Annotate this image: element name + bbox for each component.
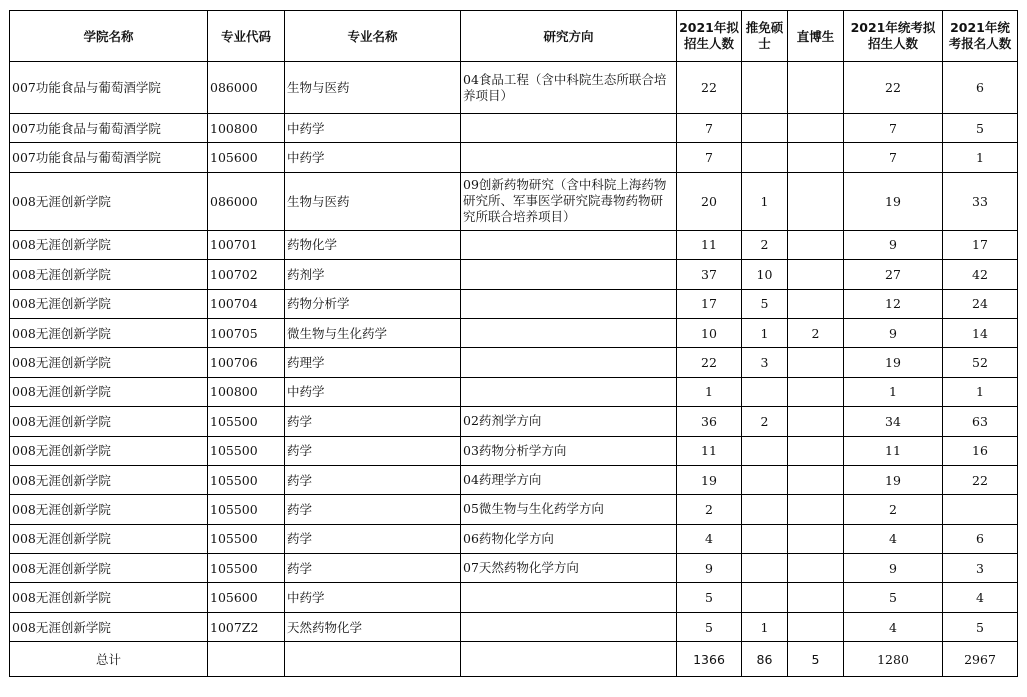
cell-plan: 2 (677, 495, 742, 524)
cell-direct-phd (788, 114, 844, 143)
cell-college: 008无涯创新学院 (10, 260, 208, 289)
cell-direction (461, 260, 677, 289)
cell-major: 生物与医药 (285, 62, 461, 114)
cell-college: 008无涯创新学院 (10, 612, 208, 641)
cell-applicants: 33 (943, 172, 1018, 230)
total-applicants: 2967 (943, 642, 1018, 677)
total-empty-cell (461, 642, 677, 677)
cell-applicants: 5 (943, 612, 1018, 641)
cell-college: 008无涯创新学院 (10, 407, 208, 436)
cell-college: 008无涯创新学院 (10, 172, 208, 230)
cell-applicants: 14 (943, 318, 1018, 347)
cell-exempt (742, 495, 788, 524)
cell-exempt (742, 465, 788, 494)
cell-plan: 11 (677, 230, 742, 259)
cell-exam-plan: 11 (844, 436, 943, 465)
header-applicants: 2021年统考报名人数 (943, 11, 1018, 62)
table-row (10, 143, 1018, 172)
cell-exam-plan: 19 (844, 348, 943, 377)
cell-exam-plan: 22 (844, 62, 943, 114)
cell-college: 008无涯创新学院 (10, 436, 208, 465)
cell-exam-plan: 34 (844, 407, 943, 436)
cell-plan: 5 (677, 612, 742, 641)
cell-direction (461, 377, 677, 406)
cell-direct-phd (788, 407, 844, 436)
cell-code: 100705 (208, 318, 285, 347)
cell-direction: 04食品工程（含中科院生态所联合培养项目） (461, 62, 677, 114)
cell-applicants: 42 (943, 260, 1018, 289)
cell-college: 008无涯创新学院 (10, 554, 208, 583)
table-row (10, 495, 1018, 524)
cell-exempt: 1 (742, 612, 788, 641)
cell-exempt: 10 (742, 260, 788, 289)
cell-exam-plan: 9 (844, 554, 943, 583)
header-plan: 2021年拟招生人数 (677, 11, 742, 62)
cell-exempt (742, 554, 788, 583)
table-row (10, 465, 1018, 494)
cell-code: 105500 (208, 465, 285, 494)
cell-exam-plan: 19 (844, 465, 943, 494)
cell-exempt: 1 (742, 318, 788, 347)
cell-exempt: 5 (742, 289, 788, 318)
cell-direct-phd (788, 554, 844, 583)
table-row (10, 612, 1018, 641)
cell-college: 008无涯创新学院 (10, 348, 208, 377)
cell-direction: 06药物化学方向 (461, 524, 677, 553)
cell-plan: 9 (677, 554, 742, 583)
cell-plan: 7 (677, 114, 742, 143)
cell-major: 药物化学 (285, 230, 461, 259)
cell-direction (461, 143, 677, 172)
cell-direct-phd (788, 260, 844, 289)
cell-college: 008无涯创新学院 (10, 583, 208, 612)
cell-major: 药学 (285, 495, 461, 524)
cell-direction: 09创新药物研究（含中科院上海药物研究所、军事医学研究院毒物药物研究所联合培养项目） (461, 172, 677, 230)
table-row (10, 348, 1018, 377)
cell-plan: 37 (677, 260, 742, 289)
cell-code: 105500 (208, 407, 285, 436)
cell-exam-plan: 7 (844, 143, 943, 172)
table-row (10, 407, 1018, 436)
cell-direct-phd (788, 524, 844, 553)
table-row (10, 289, 1018, 318)
cell-major: 中药学 (285, 143, 461, 172)
cell-applicants: 4 (943, 583, 1018, 612)
cell-applicants: 63 (943, 407, 1018, 436)
table-body (10, 62, 1018, 642)
cell-exempt: 2 (742, 230, 788, 259)
header-exam-plan: 2021年统考拟招生人数 (844, 11, 943, 62)
cell-applicants: 1 (943, 377, 1018, 406)
cell-code: 100706 (208, 348, 285, 377)
cell-direction: 02药剂学方向 (461, 407, 677, 436)
cell-major: 药剂学 (285, 260, 461, 289)
cell-code: 1007Z2 (208, 612, 285, 641)
cell-college: 008无涯创新学院 (10, 495, 208, 524)
cell-plan: 1 (677, 377, 742, 406)
cell-applicants: 5 (943, 114, 1018, 143)
table-row (10, 377, 1018, 406)
cell-exam-plan: 9 (844, 318, 943, 347)
cell-direction: 05微生物与生化药学方向 (461, 495, 677, 524)
table-row (10, 524, 1018, 553)
cell-exam-plan: 27 (844, 260, 943, 289)
cell-major: 天然药物化学 (285, 612, 461, 641)
cell-direct-phd (788, 612, 844, 641)
cell-exempt (742, 62, 788, 114)
cell-applicants: 24 (943, 289, 1018, 318)
cell-code: 100704 (208, 289, 285, 318)
cell-code: 100702 (208, 260, 285, 289)
cell-direction: 07天然药物化学方向 (461, 554, 677, 583)
cell-direct-phd (788, 465, 844, 494)
table-row (10, 62, 1018, 114)
cell-exempt (742, 377, 788, 406)
cell-major: 药学 (285, 524, 461, 553)
header-row (10, 11, 1018, 62)
cell-applicants: 17 (943, 230, 1018, 259)
cell-applicants: 6 (943, 524, 1018, 553)
cell-direct-phd (788, 289, 844, 318)
cell-direction: 04药理学方向 (461, 465, 677, 494)
header-direction: 研究方向 (461, 11, 677, 62)
cell-direction (461, 230, 677, 259)
cell-code: 105500 (208, 495, 285, 524)
cell-applicants: 6 (943, 62, 1018, 114)
cell-major: 中药学 (285, 377, 461, 406)
cell-college: 008无涯创新学院 (10, 524, 208, 553)
cell-code: 105600 (208, 143, 285, 172)
cell-code: 100800 (208, 377, 285, 406)
table-row (10, 260, 1018, 289)
cell-college: 007功能食品与葡萄酒学院 (10, 114, 208, 143)
cell-direction (461, 612, 677, 641)
cell-major: 药学 (285, 465, 461, 494)
cell-plan: 11 (677, 436, 742, 465)
cell-code: 105500 (208, 554, 285, 583)
total-direct-phd: 5 (788, 642, 844, 677)
cell-exempt (742, 114, 788, 143)
cell-exam-plan: 5 (844, 583, 943, 612)
cell-exam-plan: 19 (844, 172, 943, 230)
table-row (10, 172, 1018, 230)
cell-exempt (742, 143, 788, 172)
cell-exam-plan: 9 (844, 230, 943, 259)
header-college: 学院名称 (10, 11, 208, 62)
total-empty-cell (285, 642, 461, 677)
cell-major: 生物与医药 (285, 172, 461, 230)
cell-college: 007功能食品与葡萄酒学院 (10, 62, 208, 114)
total-exam-plan: 1280 (844, 642, 943, 677)
header-direct-phd: 直博生 (788, 11, 844, 62)
cell-code: 105500 (208, 436, 285, 465)
total-label: 总计 (10, 642, 208, 677)
cell-exam-plan: 4 (844, 524, 943, 553)
cell-code: 086000 (208, 172, 285, 230)
cell-plan: 10 (677, 318, 742, 347)
cell-major: 药学 (285, 554, 461, 583)
cell-plan: 5 (677, 583, 742, 612)
cell-college: 007功能食品与葡萄酒学院 (10, 143, 208, 172)
total-exempt: 86 (742, 642, 788, 677)
cell-direct-phd (788, 62, 844, 114)
cell-exempt (742, 436, 788, 465)
cell-college: 008无涯创新学院 (10, 377, 208, 406)
cell-direction (461, 318, 677, 347)
cell-college: 008无涯创新学院 (10, 230, 208, 259)
cell-major: 中药学 (285, 114, 461, 143)
header-exempt: 推免硕士 (742, 11, 788, 62)
cell-applicants: 52 (943, 348, 1018, 377)
cell-direct-phd (788, 230, 844, 259)
table-row (10, 318, 1018, 347)
cell-plan: 7 (677, 143, 742, 172)
cell-direction (461, 289, 677, 318)
total-row (10, 642, 1018, 677)
cell-plan: 4 (677, 524, 742, 553)
cell-direct-phd (788, 143, 844, 172)
table-row (10, 436, 1018, 465)
cell-direct-phd (788, 377, 844, 406)
cell-code: 105500 (208, 524, 285, 553)
header-major: 专业名称 (285, 11, 461, 62)
cell-exam-plan: 1 (844, 377, 943, 406)
cell-exempt: 1 (742, 172, 788, 230)
cell-applicants: 22 (943, 465, 1018, 494)
cell-code: 100800 (208, 114, 285, 143)
cell-major: 微生物与生化药学 (285, 318, 461, 347)
cell-plan: 19 (677, 465, 742, 494)
cell-direct-phd (788, 436, 844, 465)
cell-direct-phd: 2 (788, 318, 844, 347)
table-row (10, 554, 1018, 583)
cell-direction (461, 583, 677, 612)
cell-direction (461, 348, 677, 377)
cell-plan: 22 (677, 62, 742, 114)
cell-exam-plan: 2 (844, 495, 943, 524)
cell-exam-plan: 4 (844, 612, 943, 641)
cell-exempt (742, 583, 788, 612)
cell-exempt (742, 524, 788, 553)
cell-applicants (943, 495, 1018, 524)
cell-code: 105600 (208, 583, 285, 612)
cell-applicants: 1 (943, 143, 1018, 172)
cell-major: 药学 (285, 436, 461, 465)
cell-college: 008无涯创新学院 (10, 318, 208, 347)
cell-direction: 03药物分析学方向 (461, 436, 677, 465)
cell-direct-phd (788, 348, 844, 377)
cell-major: 药学 (285, 407, 461, 436)
cell-major: 药物分析学 (285, 289, 461, 318)
table-row (10, 583, 1018, 612)
header-code: 专业代码 (208, 11, 285, 62)
cell-direct-phd (788, 172, 844, 230)
cell-exam-plan: 7 (844, 114, 943, 143)
cell-direction (461, 114, 677, 143)
cell-applicants: 16 (943, 436, 1018, 465)
enrollment-sheet (9, 10, 1018, 677)
cell-exempt: 3 (742, 348, 788, 377)
cell-direct-phd (788, 583, 844, 612)
table-row (10, 230, 1018, 259)
table-row (10, 114, 1018, 143)
cell-direct-phd (788, 495, 844, 524)
cell-college: 008无涯创新学院 (10, 465, 208, 494)
enrollment-table (9, 10, 1018, 677)
cell-major: 药理学 (285, 348, 461, 377)
cell-plan: 22 (677, 348, 742, 377)
cell-college: 008无涯创新学院 (10, 289, 208, 318)
cell-code: 086000 (208, 62, 285, 114)
cell-exam-plan: 12 (844, 289, 943, 318)
total-plan: 1366 (677, 642, 742, 677)
cell-plan: 17 (677, 289, 742, 318)
cell-code: 100701 (208, 230, 285, 259)
cell-exempt: 2 (742, 407, 788, 436)
total-empty-cell (208, 642, 285, 677)
cell-applicants: 3 (943, 554, 1018, 583)
cell-plan: 36 (677, 407, 742, 436)
cell-plan: 20 (677, 172, 742, 230)
cell-major: 中药学 (285, 583, 461, 612)
